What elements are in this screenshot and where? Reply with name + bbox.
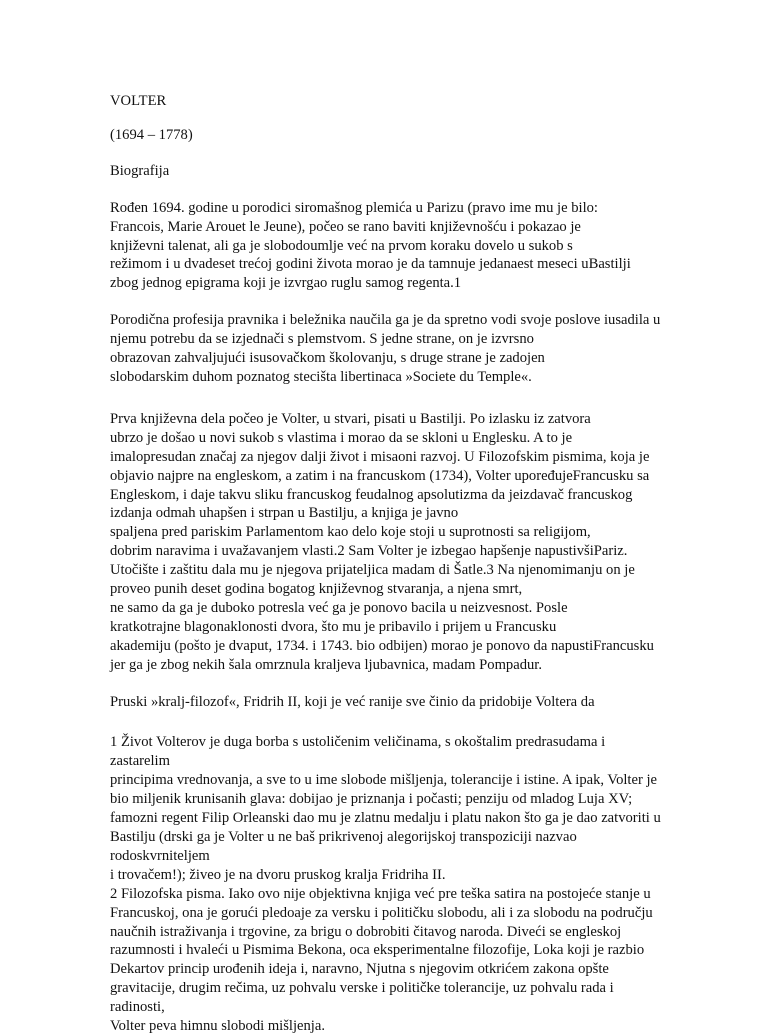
text-line: izdanja odmah uhapšen i strpan u Bastilju, a knjiga je javno [110, 505, 459, 522]
footnote-line: naučnih istraživanja i trgovine, za brigu o dobrobiti čitavog naroda. Diveći se engleskoj [110, 923, 622, 940]
text-line: književni talenat, ali ga je slobodoumlje već na prvom koraku dovelo u sukob s [110, 237, 573, 254]
text-line: dobrim naravima i uvažavanjem vlasti.2 Sam Volter je izbegao hapšenje napustivšiPariz. [110, 543, 628, 560]
paragraph-family [110, 311, 708, 387]
text-line: akademiju (pošto je dvaput, 1734. i 1743. bio odbijen) morao je ponovo da napustiFrancusku [110, 637, 654, 654]
document-title: VOLTER [110, 93, 167, 109]
text-line: ne samo da ga je duboko potresla već ga je ponovo bacila u neizvesnost. Posle [110, 599, 568, 616]
footnote-line: Bastilju (drski ga je Volter u ne baš prikrivenoj alegorijskoj transpoziciji nazvao [110, 829, 577, 845]
footnote-line: zastarelim [110, 753, 170, 770]
text-line: objavio najpre na engleskom, a zatim i na francuskom (1734), Volter upoređujeFrancusku sa [110, 467, 650, 484]
footnote-line: 1 Život Volterov je duga borba s ustoličenim veličinama, s okoštalim predrasudama i [110, 734, 606, 751]
text-line: spaljena pred pariskim Parlamentom kao delo koje stoji u suprotnosti sa religijom, [110, 524, 591, 541]
footnotes [110, 733, 708, 1036]
text-line: Engleskom, i daje takvu sliku francuskog feudalnog apsolutizma da jeizdavač francuskog [110, 486, 633, 503]
lifespan-years: (1694 – 1778) [110, 126, 193, 143]
text-line: Prva književna dela počeo je Volter, u stvari, pisati u Bastilji. Po izlasku iz zatvora [110, 410, 591, 427]
text-line: imalopresudan značaj za njegov dalji život i misaoni razvoj. U Filozofskim pismima, koja je [110, 448, 650, 465]
text-line: proveo punih deset godina bogatog književnog stvaranja, a njena smrt, [110, 581, 523, 598]
text-line: Porodična profesija pravnika i beležnika naučila ga je da spretno vodi svoje poslove iusadila u [110, 312, 661, 329]
section-heading: Biografija [110, 162, 170, 179]
text-line: kratkotrajne blagonaklonosti dvora, što mu je pribavilo i prijem u Francusku [110, 618, 557, 635]
text-line: slobodarskim duhom poznatog stecišta libertinaca »Societe du Temple«. [110, 368, 532, 385]
footnote-line: rodoskvrniteljem [110, 847, 210, 864]
paragraph-prussia [110, 693, 708, 712]
footnote-line: famozni regent Filip Orleanski dao mu je zlatnu medalju i platu nakon što ga je dao zatvoriti u [110, 810, 661, 827]
text-line: zbog jednog epigrama koji je izvrgao ruglu samog regenta.1 [110, 275, 462, 292]
text-line: Rođen 1694. godine u porodici siromašnog plemića u Parizu (pravo ime mu je bilo: [110, 199, 598, 216]
text-line: obrazovan zahvaljujući isusovačkom školovanju, s druge strane je zadojen [110, 350, 545, 367]
footnote-line: Dekartov princip urođenih ideja i, naravno, Njutna s njegovim otkrićem zakona opšte [110, 961, 609, 978]
footnote-line: Francuskoj, ona je gorući pledoaje za versku i političku slobodu, ali i za slobodu na području [110, 904, 653, 921]
footnote-line: Volter peva himnu slobodi mišljenja. [110, 1018, 325, 1035]
footnote-line: i trovačem!); živeo je na dvoru pruskog kralja Fridriha II. [110, 866, 446, 883]
text-line: ubrzo je došao u novi sukob s vlastima i morao da se skloni u Englesku. A to je [110, 429, 573, 446]
text-line: Pruski »kralj-filozof«, Fridrih II, koji je već ranije sve činio da pridobije Voltera da [110, 693, 595, 710]
footnote-line: 2 Filozofska pisma. Iako ovo nije objektivna knjiga već pre teška satira na postojeće stanje u [110, 885, 651, 902]
footnote-line: principima vrednovanja, a sve to u ime slobode mišljenja, tolerancije i istine. A ipak, Volter je [110, 772, 658, 789]
footnote-line: bio miljenik krunisanih glava: dobijao je priznanja i počasti; penziju od mladog Luja XV; [110, 791, 633, 808]
text-line: jer ga je zbog nekih šala omrznula kraljeva ljubavnica, madam Pompadur. [110, 656, 542, 673]
footnote-line: gravitacije, drugim rečima, uz pohvalu verske i političke tolerancije, uz pohvalu rada i [110, 980, 614, 997]
text-line: Francois, Marie Arouet le Jeune), počeo se rano baviti književnošću i pokazao je [110, 218, 581, 235]
text-line: režimom i u dvadeset trećoj godini života morao je da tamnuje jedanaest meseci uBastilji [110, 256, 631, 273]
paragraph-works [110, 410, 708, 675]
paragraph-birth [110, 199, 708, 294]
footnote-line: radinosti, [110, 999, 165, 1016]
text-line: njemu potrebu da se izjednači s plemstvom. S jedne strane, on je izvrsno [110, 331, 534, 348]
text-line: Utočište i zaštitu dala mu je njegova prijateljica madam di Šatle.3 Na njenomimanju on je [110, 562, 635, 579]
footnote-line: razumnosti i hvaleći u Pismima Bekona, oca eksperimentalne filozofije, Loka koji je razbio [110, 942, 645, 959]
